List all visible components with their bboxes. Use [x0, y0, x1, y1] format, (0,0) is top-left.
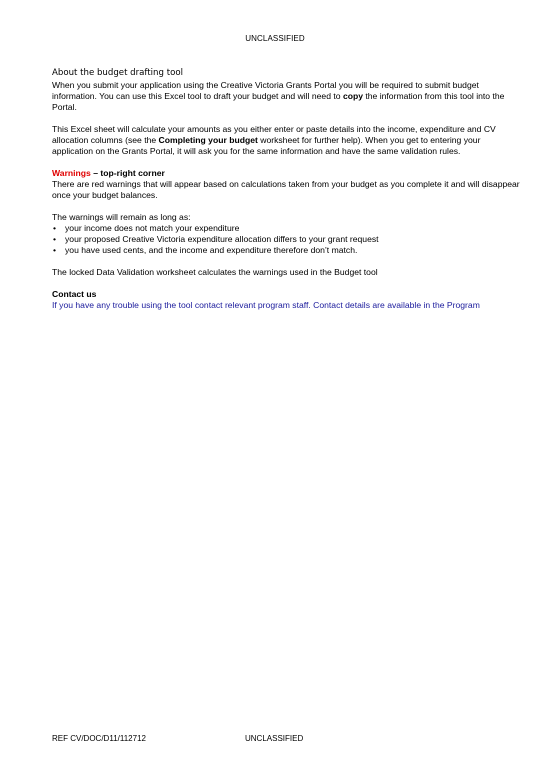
spacer — [52, 157, 522, 168]
spacer — [52, 113, 522, 124]
list-item-text: your proposed Creative Victoria expenditure allocation differs to your grant request — [65, 234, 379, 244]
contact-heading: Contact us — [52, 289, 97, 299]
warnings-heading-red: Warnings — [52, 168, 91, 178]
contact-text: If you have any trouble using the tool contact relevant program staff. Contact details are available in the Program — [52, 300, 480, 310]
about-p2-text-after: worksheet for further help). When you get to entering your application on the Grants Portal, it will ask you for the same information and have the same validation rules. — [52, 135, 481, 156]
locked-validation-note: The locked Data Validation worksheet calculates the warnings used in the Budget tool — [52, 267, 378, 277]
about-p1-copy-bold: copy — [342, 91, 363, 101]
footer-reference: REF CV/DOC/D11/112712 — [52, 734, 146, 743]
about-p2-text-before: This Excel sheet will calculate your amounts as you either enter or paste details into the income, expenditure and CV allocation columns (see the — [52, 124, 496, 145]
spacer — [52, 256, 522, 267]
warnings-list — [52, 223, 522, 256]
list-item — [52, 234, 522, 245]
warnings-heading — [52, 168, 522, 179]
list-item — [52, 245, 522, 256]
warnings-paragraph: There are red warnings that will appear based on calculations taken from your budget as you complete it and will disappear once your budget balances. — [52, 179, 520, 200]
bullet-icon: • — [53, 223, 57, 233]
warnings-intro: The warnings will remain as long as: — [52, 212, 191, 222]
about-p1-text-before: When you submit your application using the Creative Victoria Grants Portal you will be required to submit budget information. You can use this Excel tool to draft your budget and will need to — [52, 80, 479, 101]
about-paragraph-1 — [52, 80, 522, 113]
bullet-icon: • — [53, 245, 57, 255]
bullet-icon: • — [53, 234, 57, 244]
completing-budget-worksheet-name: Completing your budget — [158, 135, 258, 145]
list-item — [52, 223, 522, 234]
warnings-heading-rest: – top-right corner — [90, 168, 165, 178]
spacer — [52, 278, 522, 289]
about-heading: About the budget drafting tool — [52, 68, 183, 78]
list-item-text: your income does not match your expenditure — [65, 223, 240, 233]
about-p1-text-after: the information from this tool into the Portal. — [52, 91, 505, 112]
about-paragraph-2 — [52, 124, 522, 157]
spacer — [52, 201, 522, 212]
footer-classification: UNCLASSIFIED — [245, 734, 304, 743]
header-classification: UNCLASSIFIED — [245, 34, 305, 43]
document-body — [52, 68, 522, 311]
list-item-text: you have used cents, and the income and expenditure therefore don’t match. — [65, 245, 358, 255]
